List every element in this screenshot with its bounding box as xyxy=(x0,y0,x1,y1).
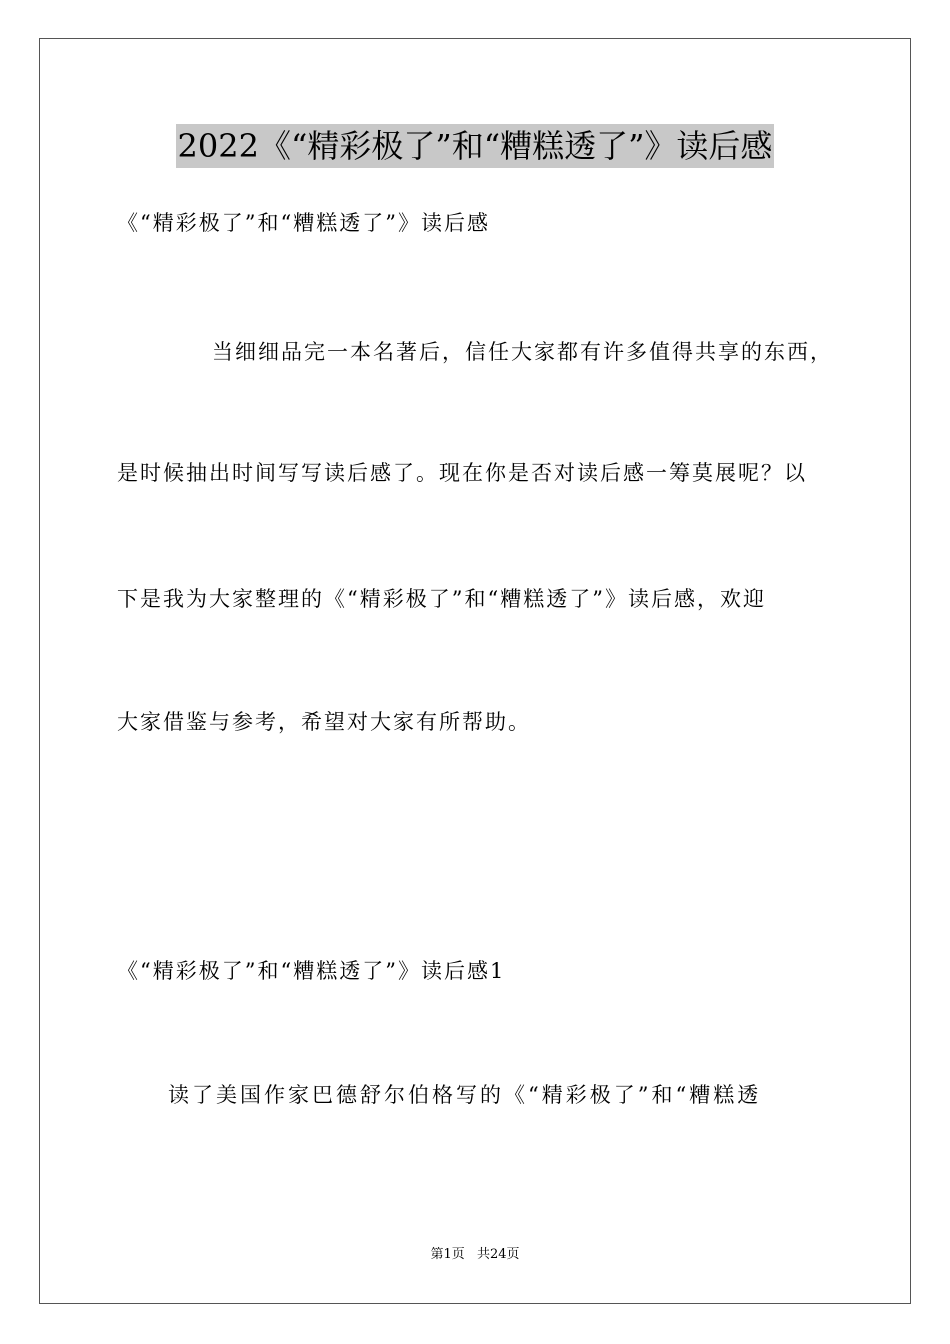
section-line-1: 读了美国作家巴德舒尔伯格写的《“精彩极了”和“糟糕透 xyxy=(168,1083,762,1107)
intro-line-4: 大家借鉴与参考，希望对大家有所帮助。 xyxy=(117,710,531,734)
total-pages: 共24页 xyxy=(476,1247,520,1262)
document-title: 2022《“精彩极了”和“糟糕透了”》读后感 xyxy=(176,124,775,168)
intro-line-2: 是时候抽出时间写写读后感了。现在你是否对读后感一筹莫展呢？以 xyxy=(117,461,807,485)
section-heading: 《“精彩极了”和“糟糕透了”》读后感1 xyxy=(117,959,506,983)
subtitle: 《“精彩极了”和“糟糕透了”》读后感 xyxy=(117,211,490,235)
page-footer xyxy=(0,1246,950,1264)
intro-line-1: 当细细品完一本名著后，信任大家都有许多值得共享的东西， xyxy=(212,340,833,364)
title-container xyxy=(0,124,950,168)
page-number: 第1页 xyxy=(430,1247,465,1262)
intro-line-3: 下是我为大家整理的《“精彩极了”和“糟糕透了”》读后感，欢迎 xyxy=(117,587,766,611)
